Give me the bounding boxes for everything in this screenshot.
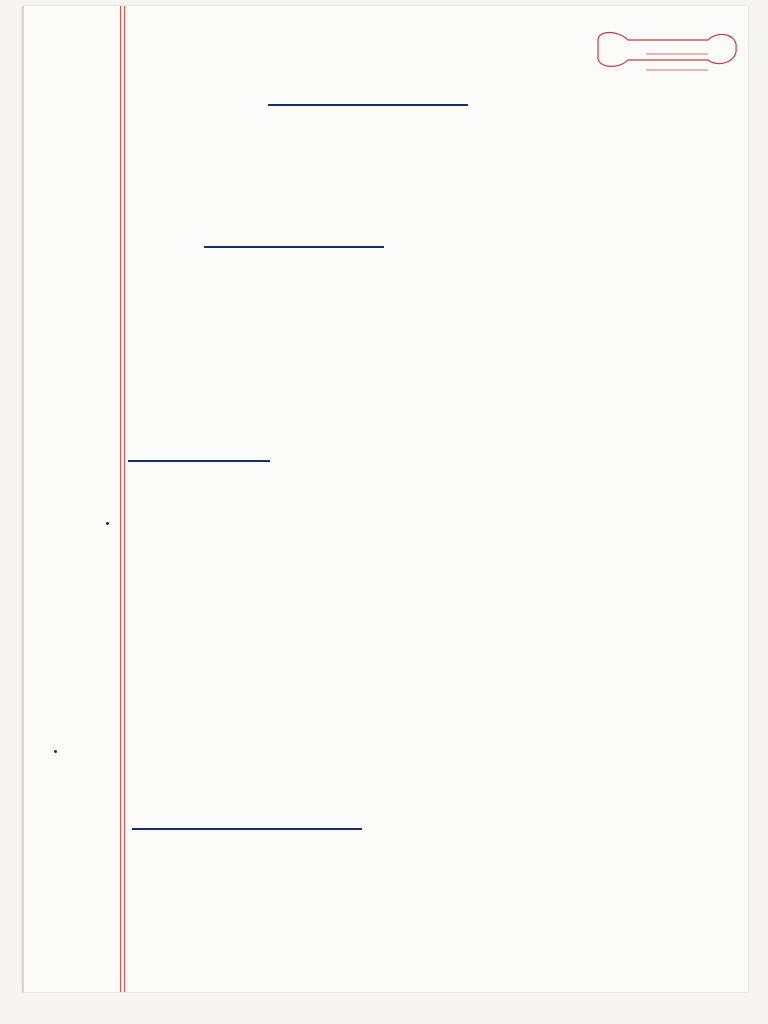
heading-underline: [204, 246, 384, 248]
ink-dot: [54, 750, 57, 753]
stamp-frame-icon: [568, 12, 744, 82]
notebook-page: [22, 6, 748, 992]
heading-underline: [132, 828, 362, 830]
title-underline: [268, 104, 468, 106]
page-stamp: [568, 12, 744, 82]
margin-line: [120, 6, 121, 992]
ink-dot: [106, 522, 109, 525]
heading-underline: [128, 460, 270, 462]
margin-line: [124, 6, 125, 992]
